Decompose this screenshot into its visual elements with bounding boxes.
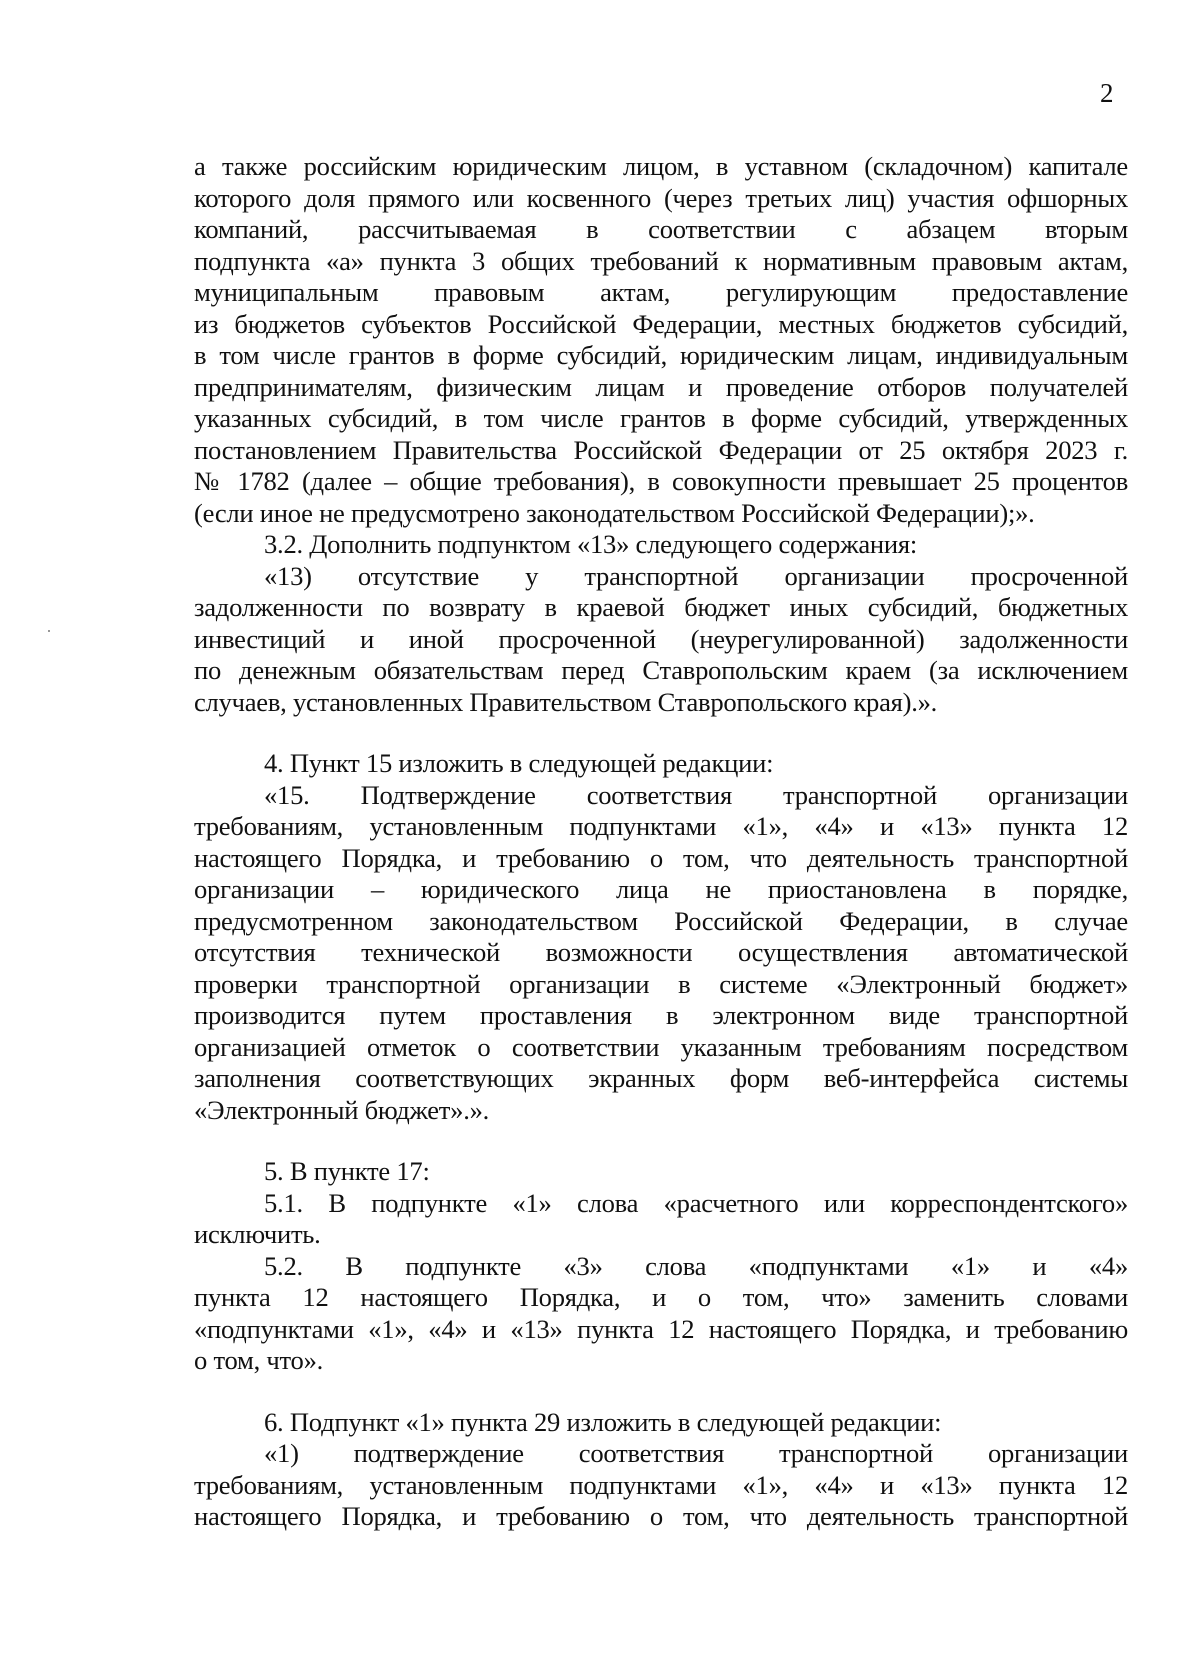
paragraph-gap [194,718,1128,748]
text-line: указанных субсидий, в том числе грантов в форме субсидий, утвержденных [194,403,1128,433]
text-line: требованиям, установленным подпунктами «1», «4» и «13» пункта 12 [194,811,1128,841]
paragraph-gap [194,1126,1128,1156]
page-number: 2 [1100,78,1114,108]
text-line: организацией отметок о соответствии указанным требованиям посредством [194,1031,1128,1062]
text-line: 5.2. В подпункте «3» слова «подпунктами «1» и «4» [264,1250,1128,1281]
text-line: настоящего Порядка, и требованию о том, что деятельность транспортной [194,1501,1128,1531]
text-line: компаний, рассчитываемая в соответствии с абзацем вторым [194,214,1128,244]
text-line: которого доля прямого или косвенного (через третьих лиц) участия офшорных [194,182,1128,213]
text-line: отсутствия технической возможности осуществления автоматической [194,937,1128,967]
text-line: производится путем проставления в электронном виде транспортной [194,1000,1128,1030]
text-line: «15. Подтверждение соответствия транспортной организации [264,779,1128,810]
text-line: а также российским юридическим лицом, в уставном (складочном) капитале [194,151,1128,181]
paragraph-gap [194,1377,1128,1407]
paragraph-item-5 [194,1156,1128,1377]
text-line: исключить. [194,1219,321,1249]
text-line: проверки транспортной организации в системе «Электронный бюджет» [194,968,1128,999]
text-line: настоящего Порядка, и требованию о том, что деятельность транспортной [194,842,1128,873]
text-line: 3.2. Дополнить подпунктом «13» следующего содержания: [264,529,917,559]
text-line: «1) подтверждение соответствия транспортной организации [264,1438,1128,1468]
text-line: постановлением Правительства Российской Федерации от 25 октября 2023 г. [194,434,1128,465]
paragraph-continuation [194,151,1128,529]
text-line: предпринимателям, физическим лицам и проведение отборов получателей [194,371,1128,402]
text-line: № 1782 (далее – общие требования), в совокупности превышает 25 процентов [194,466,1128,496]
text-line: задолженности по возврату в краевой бюджет иных субсидий, бюджетных [194,592,1128,622]
text-line: о том, что». [194,1345,324,1375]
text-line: (если иное не предусмотрено законодательством Российской Федерации);». [194,497,1035,528]
text-line: муниципальным правовым актам, регулирующим предоставление [194,277,1128,307]
paragraph-item-4 [194,748,1128,1126]
stray-mark [48,630,50,632]
text-line: «подпунктами «1», «4» и «13» пункта 12 настоящего Порядка, и требованию [194,1313,1128,1344]
paragraph-item-3-2 [194,529,1128,718]
text-line: предусмотренном законодательством Российской Федерации, в случае [194,905,1128,936]
document-body [194,151,1128,1533]
text-line: организации – юридического лица не приостановлена в порядке, [194,874,1128,904]
text-line: «Электронный бюджет».». [194,1094,490,1125]
text-line: инвестиций и иной просроченной (неурегулированной) задолженности [194,623,1128,654]
text-line: 4. Пункт 15 изложить в следующей редакции: [264,748,774,778]
text-line: подпункта «а» пункта 3 общих требований к нормативным правовым актам, [194,245,1128,276]
text-line: пункта 12 настоящего Порядка, и о том, что» заменить словами [194,1282,1128,1312]
text-line: требованиям, установленным подпунктами «1», «4» и «13» пункта 12 [194,1469,1128,1500]
text-line: в том числе грантов в форме субсидий, юридическим лицам, индивидуальным [194,340,1128,370]
text-line: случаев, установленных Правительством Ставропольского края).». [194,686,938,717]
text-line: 6. Подпункт «1» пункта 29 изложить в следующей редакции: [264,1406,942,1437]
text-line: из бюджетов субъектов Российской Федерации, местных бюджетов субсидий, [194,308,1128,339]
text-line: по денежным обязательствам перед Ставропольским краем (за исключением [194,655,1128,685]
text-line: 5. В пункте 17: [264,1156,430,1186]
text-line: «13) отсутствие у транспортной организации просроченной [264,560,1128,591]
paragraph-item-6 [194,1407,1128,1533]
text-line: заполнения соответствующих экранных форм веб-интерфейса системы [194,1063,1128,1093]
text-line: 5.1. В подпункте «1» слова «расчетного или корреспондентского» [264,1187,1128,1218]
